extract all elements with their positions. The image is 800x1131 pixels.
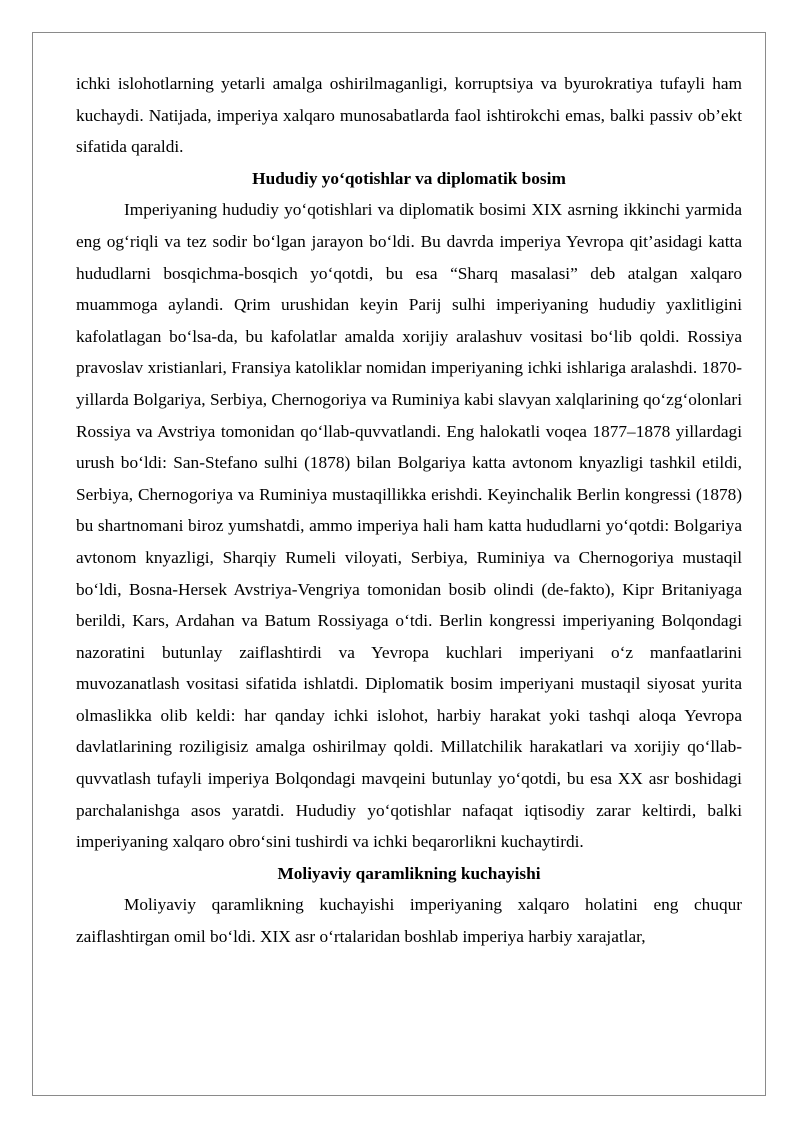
document-body: [76, 68, 742, 953]
paragraph-continuation: ichki islohotlarning yetarli amalga oshirilmaganligi, korruptsiya va byurokratiya tufayli ham kuchaydi. Natijada, imperiya xalqaro munosabatlarda faol ishtirokchi emas, balki passiv ob’ekt sifatida qaraldi.: [76, 74, 742, 157]
paragraph-financial-dependence: Moliyaviy qaramlikning kuchayishi imperiyaning xalqaro holatini eng chuqur zaiflashtirgan omil bo‘ldi. XIX asr o‘rtalaridan boshlab imperiya harbiy xarajatlar,: [76, 895, 742, 947]
paragraph-territorial-losses: Imperiyaning hududiy yo‘qotishlari va diplomatik bosimi XIX asrning ikkinchi yarmida eng og‘riqli va tez sodir bo‘lgan jarayon bo‘ldi. Bu davrda imperiya Yevropa qit’asidagi katta hududlarni bosqichma-bosqich yo‘qotdi, bu esa “Sharq masalasi” deb atalgan xalqaro muammoga aylandi. Qrim urushidan keyin Parij sulhi imperiyaning hududiy yaxlitligini kafolatlagan bo‘lsa-da, bu kafolatlar amalda xorijiy aralashuv vositasi bo‘lib qoldi. Rossiya pravoslav xristianlari, Fransiya katoliklar nomidan imperiyaning ichki ishlariga aralashdi. 1870-yillarda Bolgariya, Serbiya, Chernogoriya va Ruminiya kabi slavyan xalqlarining qo‘zg‘olonlari Rossiya va Avstriya tomonidan qo‘llab-quvvatlandi. Eng halokatli voqea 1877–1878 yillardagi urush bo‘ldi: San-Stefano sulhi (1878) bilan Bolgariya katta avtonom knyazligi tashkil etildi, Serbiya, Chernogoriya va Ruminiya mustaqillikka erishdi. Keyinchalik Berlin kongressi (1878) bu shartnomani biroz yumshatdi, ammo imperiya hali ham katta hududlarni yo‘qotdi: Bolgariya avtonom knyazligi, Sharqiy Rumeli viloyati, Serbiya, Ruminiya va Chernogoriya mustaqil bo‘ldi, Bosna-Hersek Avstriya-Vengriya tomonidan bosib olindi (de-fakto), Kipr Britaniyaga berildi, Kars, Ardahan va Batum Rossiyaga o‘tdi. Berlin kongressi imperiyaning Bolqondagi nazoratini butunlay zaiflashtirdi va Yevropa kuchlari imperiyani o‘z manfaatlarini muvozanatlash vositasi sifatida ishlatdi. Diplomatik bosim imperiyani mustaqil siyosat yurita olmaslikka olib keldi: har qanday ichki islohot, harbiy harakat yoki tashqi aloqa Yevropa davlatlarining roziligisiz amalga oshirilmay qoldi. Millatchilik harakatlari va xorijiy qo‘llab-quvvatlash tufayli imperiya Bolqondagi mavqeini butunlay yo‘qotdi, bu esa XX asr boshidagi parchalanishga asos yaratdi. Hududiy yo‘qotishlar nafaqat iqtisodiy zarar keltirdi, balki imperiyaning xalqaro obro‘sini tushirdi va ichki beqarorlikni kuchaytirdi.: [76, 200, 742, 852]
section-heading-territorial-losses: Hududiy yo‘qotishlar va diplomatik bosim: [252, 168, 566, 188]
section-heading-financial-dependence: Moliyaviy qaramlikning kuchayishi: [277, 863, 541, 883]
